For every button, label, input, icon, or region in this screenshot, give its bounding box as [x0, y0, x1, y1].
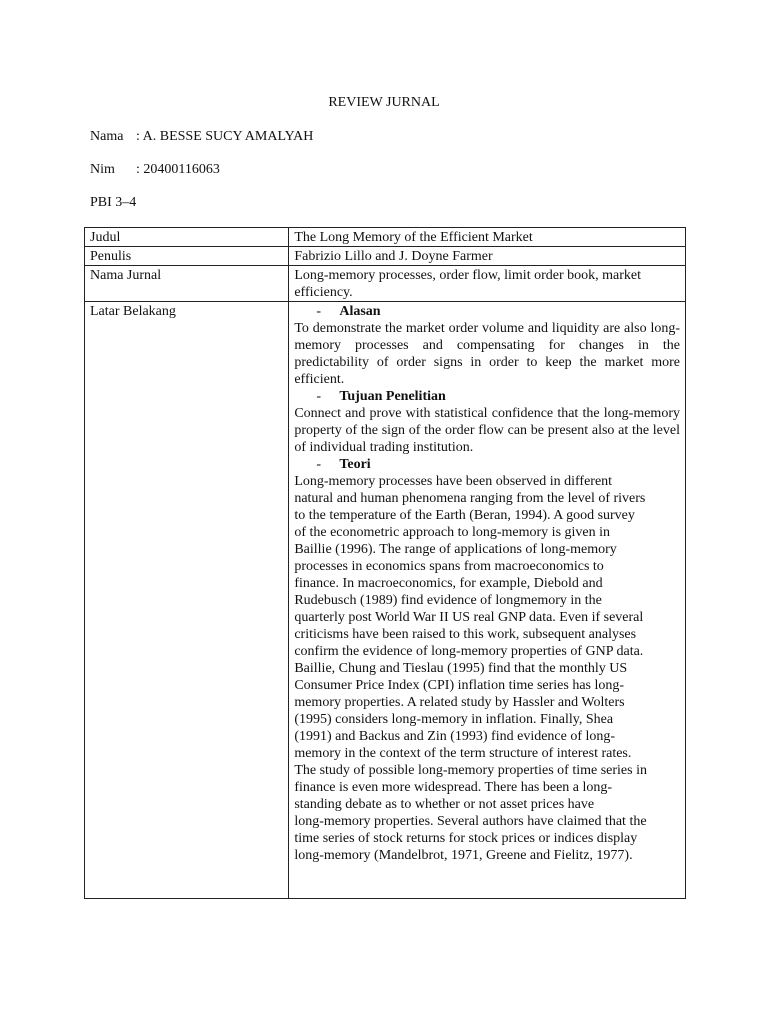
- teori-line: processes in economics spans from macroeconomics to: [294, 559, 604, 574]
- teori-line: standing debate as to whether or not asset prices have: [294, 797, 595, 812]
- row-value: The Long Memory of the Efficient Market: [289, 228, 686, 247]
- row-label: Nama Jurnal: [85, 266, 289, 302]
- tujuan-text: Connect and prove with statistical confidence that the long-memory property of the sign of the order flow can be present also at the level of individual trading institution.: [294, 406, 680, 455]
- table-row: [85, 266, 686, 302]
- row-label: Latar Belakang: [85, 302, 289, 899]
- section-heading-tujuan: - Tujuan Penelitian: [316, 389, 446, 404]
- teori-line: criticisms have been raised to this work, subsequent analyses: [294, 627, 637, 642]
- review-table: [84, 227, 686, 899]
- table-row: [85, 228, 686, 247]
- section-heading-alasan: - Alasan: [316, 304, 381, 319]
- table-row: [85, 247, 686, 266]
- teori-line: long-memory (Mandelbrot, 1971, Greene and Fielitz, 1977).: [294, 848, 633, 863]
- teori-text: [294, 473, 680, 864]
- teori-line: natural and human phenomena ranging from the level of rivers: [294, 491, 646, 506]
- teori-line: memory properties. A related study by Hassler and Wolters: [294, 695, 625, 710]
- teori-line: The study of possible long-memory properties of time series in: [294, 763, 647, 778]
- teori-line: confirm the evidence of long-memory properties of GNP data.: [294, 644, 644, 659]
- teori-line: (1995) considers long-memory in inflation. Finally, Shea: [294, 712, 614, 727]
- teori-line: long-memory properties. Several authors have claimed that the: [294, 814, 647, 829]
- teori-line: time series of stock returns for stock prices or indices display: [294, 831, 638, 846]
- row-label: Penulis: [85, 247, 289, 266]
- row-value: Long-memory processes, order flow, limit order book, market efficiency.: [289, 266, 686, 302]
- section-heading-teori: - Teori: [316, 457, 371, 472]
- teori-line: finance is even more widespread. There has been a long-: [294, 780, 613, 795]
- document-title: REVIEW JURNAL: [328, 95, 440, 110]
- teori-line: memory in the context of the term structure of interest rates.: [294, 746, 632, 761]
- teori-line: Baillie (1996). The range of applications of long-memory: [294, 542, 617, 557]
- teori-line: Consumer Price Index (CPI) inflation time series has long-: [294, 678, 625, 693]
- teori-line: to the temperature of the Earth (Beran, 1994). A good survey: [294, 508, 635, 523]
- teori-line: of the econometric approach to long-memory is given in: [294, 525, 611, 540]
- nim-value: : 20400116063: [136, 162, 220, 177]
- nim-label: Nim: [90, 162, 115, 177]
- teori-line: Baillie, Chung and Tieslau (1995) find that the monthly US: [294, 661, 628, 676]
- nama-label: Nama: [90, 129, 124, 144]
- teori-line: Long-memory processes have been observed in different: [294, 474, 613, 489]
- row-label: Judul: [85, 228, 289, 247]
- nama-value: : A. BESSE SUCY AMALYAH: [136, 129, 314, 144]
- teori-line: (1991) and Backus and Zin (1993) find evidence of long-: [294, 729, 616, 744]
- empty-space: [294, 864, 680, 898]
- alasan-text: To demonstrate the market order volume and liquidity are also long-memory processes and compensating for changes in the predictability of order signs in order to keep the market more efficient.: [294, 321, 680, 387]
- row-value: Fabrizio Lillo and J. Doyne Farmer: [289, 247, 686, 266]
- teori-line: quarterly post World War II US real GNP data. Even if several: [294, 610, 644, 625]
- table-row: [85, 302, 686, 899]
- class-label: PBI 3–4: [90, 195, 137, 210]
- teori-line: finance. In macroeconomics, for example, Diebold and: [294, 576, 603, 591]
- teori-line: Rudebusch (1989) find evidence of longmemory in the: [294, 593, 602, 608]
- latar-belakang-content: [289, 302, 686, 899]
